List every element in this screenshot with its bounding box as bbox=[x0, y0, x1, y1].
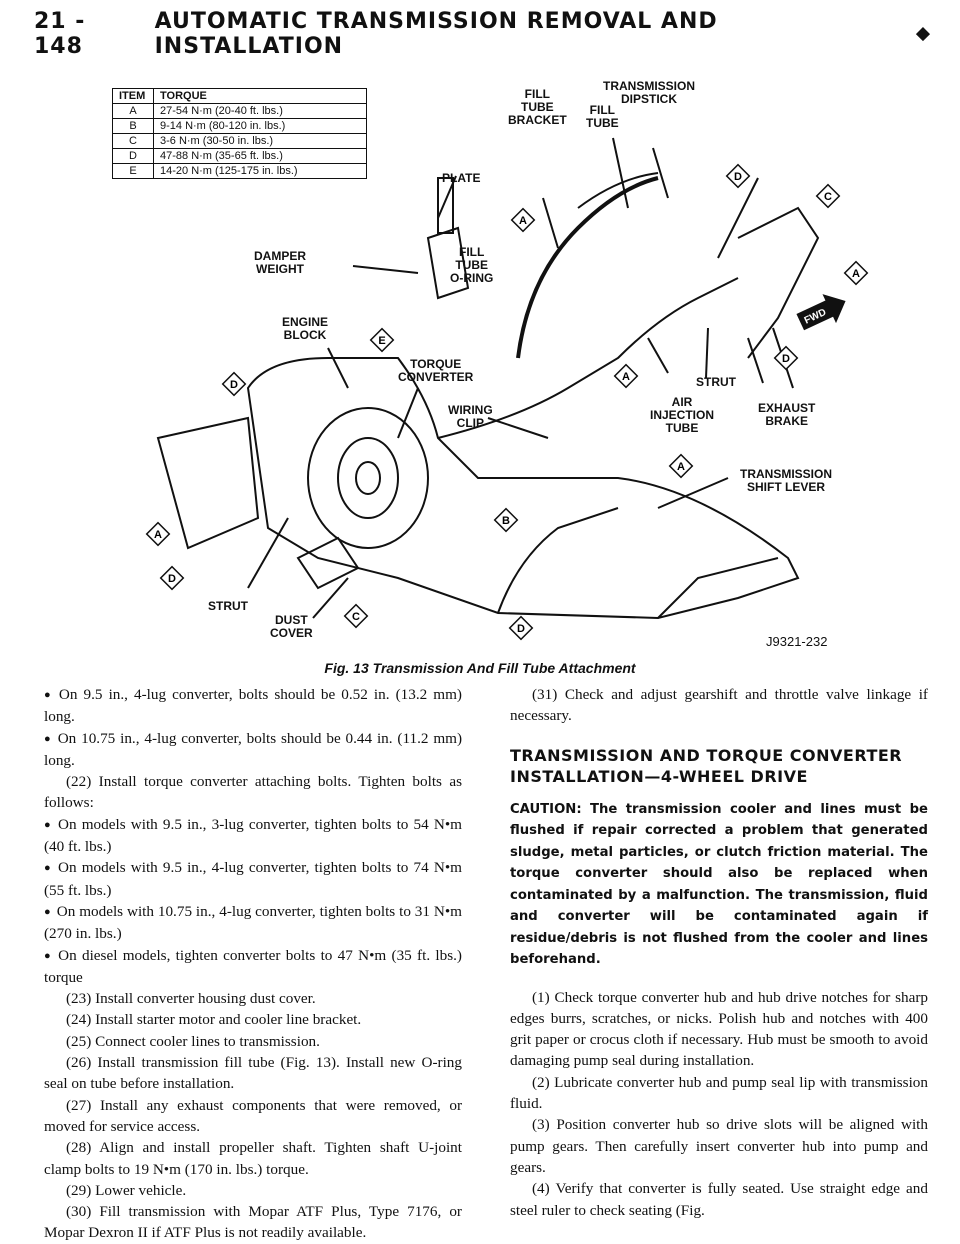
svg-text:B: B bbox=[502, 515, 510, 527]
label-engine-block: ENGINE BLOCK bbox=[282, 315, 329, 342]
diamond-icon bbox=[916, 27, 930, 41]
page-header bbox=[34, 9, 932, 59]
table-row: E 14-20 N·m (125-175 in. lbs.) bbox=[113, 164, 367, 179]
svg-text:D: D bbox=[168, 573, 176, 585]
svg-text:D: D bbox=[782, 353, 790, 365]
label-strut-left: STRUT bbox=[208, 599, 248, 613]
label-fill-tube: FILL TUBE bbox=[586, 103, 619, 130]
part-number: J9321-232 bbox=[766, 634, 828, 649]
label-torque-converter: TORQUE CONVERTER bbox=[398, 357, 474, 384]
label-fill-tube-bracket: FILL TUBE BRACKET bbox=[508, 87, 567, 127]
label-exhaust-brake: EXHAUST BRAKE bbox=[758, 401, 816, 428]
figure-13 bbox=[98, 58, 858, 658]
step: (4) Verify that converter is fully seated. Use straight edge and steel ruler to check seating (Fig. bbox=[510, 1180, 928, 1219]
table-header-item: ITEM bbox=[113, 89, 154, 104]
svg-text:A: A bbox=[622, 371, 630, 383]
svg-text:D: D bbox=[517, 623, 525, 635]
section-heading: TRANSMISSION AND TORQUE CONVERTER INSTALLATION—4-WHEEL DRIVE bbox=[510, 745, 903, 786]
page-number: 21 - 148 bbox=[34, 9, 86, 59]
list-item: ● On models with 9.5 in., 4-lug converter, tighten bolts to 74 N•m (55 ft. lbs.) bbox=[44, 857, 462, 901]
svg-text:D: D bbox=[230, 379, 238, 391]
svg-text:C: C bbox=[352, 611, 360, 623]
step: (1) Check torque converter hub and hub drive notches for sharp edges burrs, scratches, or nicks. Polish hub and notches with 400 grit paper or crocus cloth if necessary. Hub must be smooth to avoid damaging pump seal during installation. bbox=[510, 988, 928, 1070]
left-column bbox=[44, 684, 462, 1244]
step: (27) Install any exhaust components that were removed, or moved for service access. bbox=[44, 1096, 462, 1135]
right-column bbox=[510, 684, 928, 1221]
step: (31) Check and adjust gearshift and throttle valve linkage if necessary. bbox=[510, 686, 928, 725]
svg-text:A: A bbox=[154, 529, 162, 541]
table-row: C 3-6 N·m (30-50 in. lbs.) bbox=[113, 134, 367, 149]
page-title: AUTOMATIC TRANSMISSION REMOVAL AND INSTALLATION bbox=[154, 9, 718, 59]
svg-text:A: A bbox=[852, 268, 860, 280]
label-fill-tube-oring: FILL TUBE O-RING bbox=[450, 245, 494, 285]
svg-text:C: C bbox=[824, 191, 832, 203]
svg-text:E: E bbox=[378, 335, 386, 347]
fwd-label: FWD bbox=[802, 306, 829, 327]
step: (30) Fill transmission with Mopar ATF Plus, Type 7176, or Mopar Dexron II if ATF Plus is not readily available. bbox=[44, 1203, 462, 1242]
label-wiring-clip: WIRING CLIP bbox=[448, 403, 493, 430]
caution-note: CAUTION: The transmission cooler and lines must be flushed if repair corrected a problem that generated sludge, metal particles, or clutch friction material. The torque converter should also be replaced when contaminated by a malfunction. The transmission, fluid and converter will be contaminated again if residue/debris is not flushed from the cooler and lines beforehand. bbox=[510, 801, 928, 968]
torque-table bbox=[112, 88, 367, 179]
table-row: B 9-14 N·m (80-120 in. lbs.) bbox=[113, 119, 367, 134]
callout-a: A bbox=[519, 215, 527, 227]
step: (28) Align and install propeller shaft. Tighten shaft U-joint clamp bolts to 19 N•m (170 in. lbs.) torque. bbox=[44, 1139, 462, 1178]
table-row: D 47-88 N·m (35-65 ft. lbs.) bbox=[113, 149, 367, 164]
list-item: ● On models with 9.5 in., 3-lug converter, tighten bolts to 54 N•m (40 ft. lbs.) bbox=[44, 814, 462, 858]
label-strut-right: STRUT bbox=[696, 375, 736, 389]
svg-text:A: A bbox=[677, 461, 685, 473]
step: (25) Connect cooler lines to transmission. bbox=[66, 1032, 320, 1050]
step: (24) Install starter motor and cooler line bracket. bbox=[66, 1011, 362, 1029]
table-row: A 27-54 N·m (20-40 ft. lbs.) bbox=[113, 104, 367, 119]
label-plate: PLATE bbox=[442, 171, 481, 185]
figure-caption: Fig. 13 Transmission And Fill Tube Attachment bbox=[324, 660, 636, 676]
list-item: ● On 10.75 in., 4-lug converter, bolts should be 0.44 in. (11.2 mm) long. bbox=[44, 728, 462, 772]
label-transmission-dipstick: TRANSMISSION DIPSTICK bbox=[603, 79, 696, 106]
step: (23) Install converter housing dust cover. bbox=[66, 990, 316, 1008]
label-air-injection-tube: AIR INJECTION TUBE bbox=[650, 395, 715, 435]
list-item: ● On diesel models, tighten converter bolts to 47 N•m (35 ft. lbs.) torque bbox=[44, 945, 462, 989]
list-item: ● On 9.5 in., 4-lug converter, bolts should be 0.52 in. (13.2 mm) long. bbox=[44, 684, 462, 728]
step: (2) Lubricate converter hub and pump seal lip with transmission fluid. bbox=[510, 1073, 928, 1113]
label-damper-weight: DAMPER WEIGHT bbox=[254, 249, 307, 276]
table-header-torque: TORQUE bbox=[154, 89, 367, 104]
step: (22) Install torque converter attaching bolts. Tighten bolts as follows: bbox=[44, 773, 462, 812]
list-item: ● On models with 10.75 in., 4-lug converter, tighten bolts to 31 N•m (270 in. lbs.) bbox=[44, 901, 462, 945]
step: (26) Install transmission fill tube (Fig. 13). Install new O-ring seal on tube before installation. bbox=[44, 1054, 462, 1093]
svg-text:D: D bbox=[734, 171, 742, 183]
label-dust-cover: DUST COVER bbox=[270, 613, 313, 640]
step: (3) Position converter hub so drive slots will be aligned with pump gears. Then carefully insert converter hub into pump and gears. bbox=[510, 1116, 928, 1176]
step: (29) Lower vehicle. bbox=[66, 1181, 187, 1199]
label-shift-lever: TRANSMISSION SHIFT LEVER bbox=[740, 467, 833, 494]
